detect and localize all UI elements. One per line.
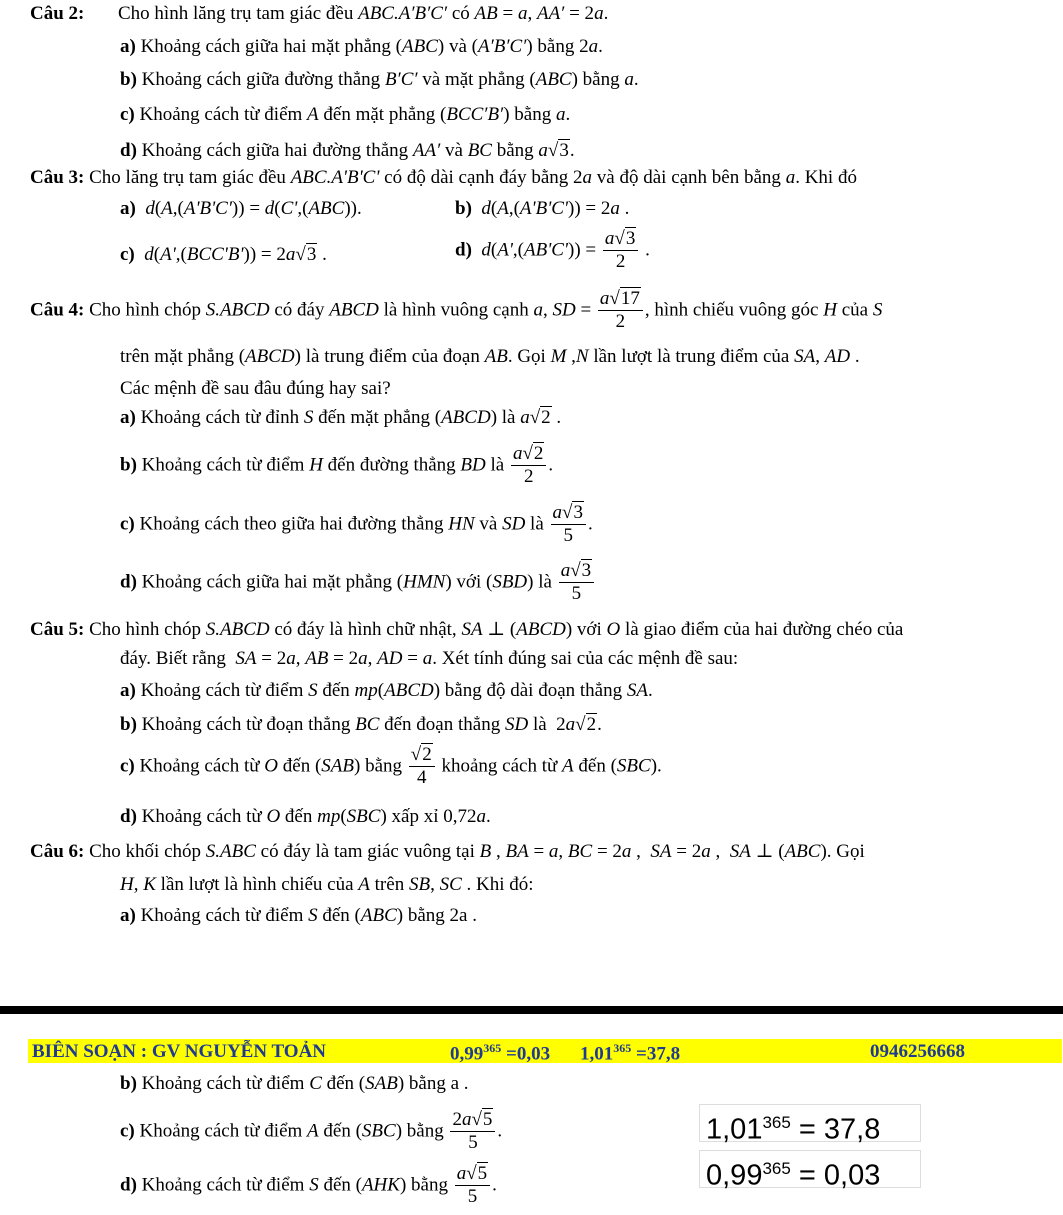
footer-formula-1: $0,99^{365} =0,03$	[450, 1041, 551, 1065]
q6-option-a: a) Khoảng cách từ điểm S đến (ABC) bằng 2a .	[120, 905, 477, 926]
footer-banner	[28, 1039, 1062, 1063]
q4-stem-line1: Câu 4: Cho hình chóp S.ABCD có đáy ABCD là hình vuông cạnh a, SD = $\frac{a√17}{2}$ , hình chiếu vuông góc H của S	[30, 288, 883, 332]
q5-option-d: d) Khoảng cách từ O đến mp(SBC) xấp xỉ 0,72a.	[120, 806, 491, 827]
q6-option-d: d) Khoảng cách từ điểm S đến (AHK) bằng $\frac{a√5}{5}$ .	[120, 1163, 497, 1207]
q6-stem-line1: Câu 6: Cho khối chóp S.ABC có đáy là tam giác vuông tại B , BA = a, BC = 2a , SA = 2a , SA ⊥ (ABC). Gọi	[30, 841, 865, 862]
q4-option-d: d) Khoảng cách giữa hai mặt phẳng (HMN) với (SBD) là $\frac{a√3}{5}$	[120, 561, 596, 605]
q4-stem-line3: Các mệnh đề sau đâu đúng hay sai?	[120, 378, 391, 399]
q6-stem-line2: H, K lần lượt là hình chiếu của A trên SB, SC . Khi đó:	[120, 874, 534, 895]
q3-option-a: a) d(A,(A'B'C')) = d(C',(ABC)).	[120, 198, 362, 219]
banner-decline: $0,99^{365} = 0,03$	[699, 1150, 921, 1188]
q3-option-b: b) d(A,(A'B'C')) = 2a .	[455, 198, 630, 219]
q5-option-c: c) Khoảng cách từ O đến (SAB) bằng $\frac{√2}{4}$ khoảng cách từ A đến (SBC).	[120, 744, 662, 788]
page-divider	[0, 1006, 1063, 1014]
q2-option-d: d) Khoảng cách giữa hai đường thẳng AA′ và BC bằng a√3.	[120, 140, 575, 161]
q3-option-c: c) d(A',(BCC'B')) = 2a√3 .	[120, 244, 327, 265]
footer-phone: 0946256668	[870, 1041, 965, 1062]
q2-option-a: a) Khoảng cách giữa hai mặt phẳng (ABC) và (A′B′C′) bằng 2a.	[120, 36, 603, 57]
q2-title: Câu 2:	[30, 3, 85, 24]
footer-author: BIÊN SOẠN : GV NGUYỄN TOẢN	[32, 1041, 327, 1062]
q3-stem: Câu 3: Cho lăng trụ tam giác đều ABC.A'B'C' có độ dài cạnh đáy bằng 2a và độ dài cạnh bên bằng a. Khi đó	[30, 167, 857, 188]
banner-growth: $1,01^{365} = 37,8$	[699, 1104, 921, 1142]
q4-option-c: c) Khoảng cách theo giữa hai đường thẳng HN và SD là $\frac{a√3}{5}$ .	[120, 502, 593, 546]
q4-option-b: b) Khoảng cách từ điểm H đến đường thẳng BD là $\frac{a√2}{2}$ .	[120, 443, 554, 487]
q6-option-b: b) Khoảng cách từ điểm C đến (SAB) bằng a .	[120, 1073, 469, 1094]
q2-option-c: c) Khoảng cách từ điểm A đến mặt phẳng (BCC′B′) bằng a.	[120, 104, 571, 125]
q5-option-b: b) Khoảng cách từ đoạn thẳng BC đến đoạn thẳng SD là 2a√2.	[120, 714, 602, 735]
footer-formula-2: $1,01^{365} =37,8$	[580, 1041, 681, 1065]
q5-option-a: a) Khoảng cách từ điểm S đến mp(ABCD) bằng độ dài đoạn thẳng SA.	[120, 680, 653, 701]
q3-option-d: d) d(A',(AB'C')) = $\frac{a√3}{2}$ .	[455, 228, 650, 272]
q2-option-b: b) Khoảng cách giữa đường thẳng B′C′ và mặt phẳng (ABC) bằng a.	[120, 69, 639, 90]
q4-stem-line2: trên mặt phẳng (ABCD) là trung điểm của đoạn AB. Gọi M ,N lần lượt là trung điểm của SA, AD .	[120, 346, 860, 367]
q5-stem-line1: Câu 5: Cho hình chóp S.ABCD có đáy là hình chữ nhật, SA ⊥ (ABCD) với O là giao điểm của hai đường chéo của	[30, 619, 904, 640]
q2-stem-text: Cho hình lăng trụ tam giác đều ABC.A′B′C′ có AB = a, AA′ = 2a.	[118, 3, 609, 24]
q4-option-a: a) Khoảng cách từ đỉnh S đến mặt phẳng (ABCD) là a√2 .	[120, 407, 562, 428]
q5-stem-line2: đáy. Biết rằng SA = 2a, AB = 2a, AD = a. Xét tính đúng sai của các mệnh đề sau:	[120, 648, 739, 669]
q6-option-c: c) Khoảng cách từ điểm A đến (SBC) bằng $\frac{2a√5}{5}$ .	[120, 1109, 503, 1153]
